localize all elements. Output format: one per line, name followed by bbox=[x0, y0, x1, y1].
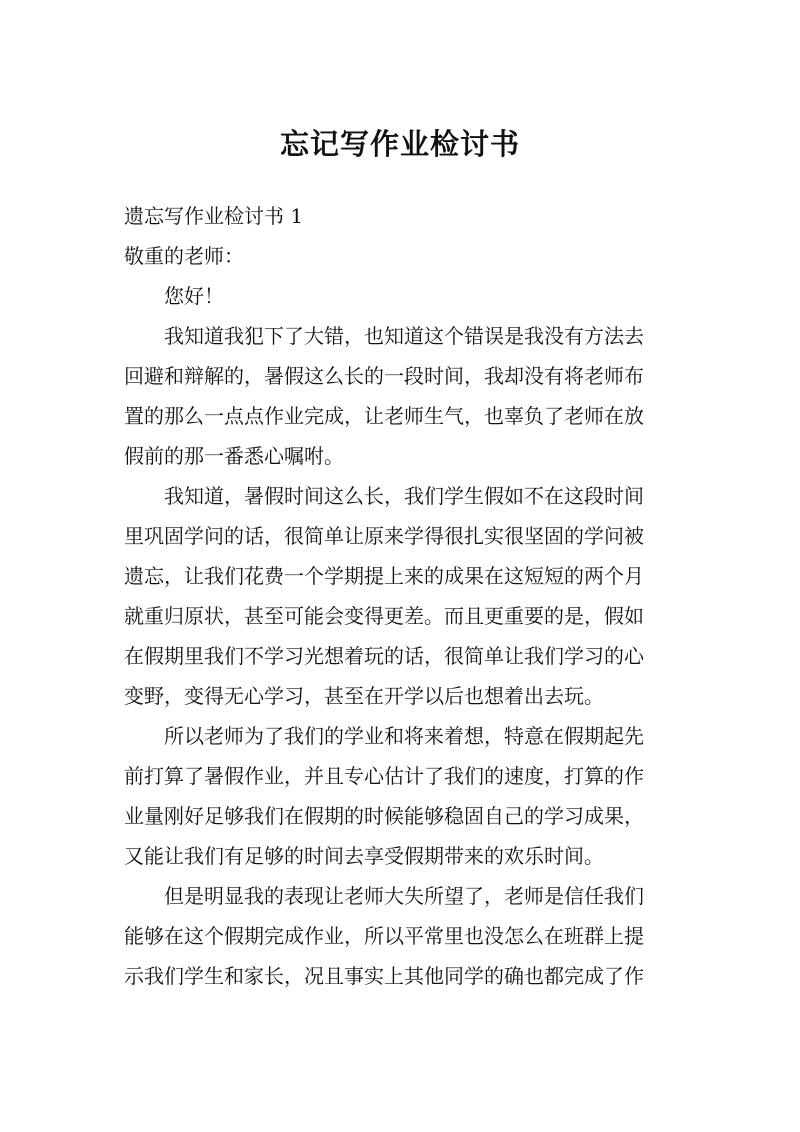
paragraph-3 bbox=[124, 716, 680, 876]
paragraph-line: 所以老师为了我们的学业和将来着想，特意在假期起先 bbox=[164, 724, 644, 748]
paragraph-line: 我知道我犯下了大错，也知道这个错误是我没有方法去 bbox=[164, 324, 644, 348]
paragraph-line: 里巩固学问的话，很简单让原来学得很扎实很坚固的学问被 bbox=[124, 524, 644, 548]
paragraph-line: 遗忘，让我们花费一个学期提上来的成果在这短短的两个月 bbox=[124, 564, 644, 588]
paragraph-line: 业量刚好足够我们在假期的时候能够稳固自己的学习成果， bbox=[124, 804, 644, 828]
paragraph-line: 假前的那一番悉心嘱咐。 bbox=[124, 444, 344, 468]
paragraph-line: 示我们学生和家长，况且事实上其他同学的确也都完成了作 bbox=[124, 964, 644, 988]
document-body bbox=[124, 196, 680, 996]
paragraph-line: 前打算了暑假作业，并且专心估计了我们的速度，打算的作 bbox=[124, 764, 644, 788]
paragraph-line: 变野，变得无心学习，甚至在开学以后也想着出去玩。 bbox=[124, 684, 604, 708]
paragraph-line: 在假期里我们不学习光想着玩的话，很简单让我们学习的心 bbox=[124, 644, 644, 668]
paragraph-line: 又能让我们有足够的时间去享受假期带来的欢乐时间。 bbox=[124, 844, 604, 868]
paragraph-2 bbox=[124, 476, 680, 716]
paragraph-1 bbox=[124, 316, 680, 476]
paragraph-line: 能够在这个假期完成作业，所以平常里也没怎么在班群上提 bbox=[124, 924, 644, 948]
document-title: 忘记写作业检讨书 bbox=[279, 127, 520, 161]
paragraph-line: 置的那么一点点作业完成，让老师生气，也辜负了老师在放 bbox=[124, 404, 644, 428]
paragraph-line: 我知道，暑假时间这么长，我们学生假如不在这段时间 bbox=[164, 484, 644, 508]
paragraph-line: 回避和辩解的，暑假这么长的一段时间，我却没有将老师布 bbox=[124, 364, 644, 388]
greeting: 您好！ bbox=[164, 284, 224, 308]
document-subtitle: 遗忘写作业检讨书 1 bbox=[124, 204, 304, 228]
paragraph-4 bbox=[124, 876, 680, 996]
paragraph-line: 但是明显我的表现让老师大失所望了，老师是信任我们 bbox=[164, 884, 644, 908]
paragraph-line: 就重归原状，甚至可能会变得更差。而且更重要的是，假如 bbox=[124, 604, 644, 628]
salutation: 敬重的老师： bbox=[124, 244, 244, 268]
